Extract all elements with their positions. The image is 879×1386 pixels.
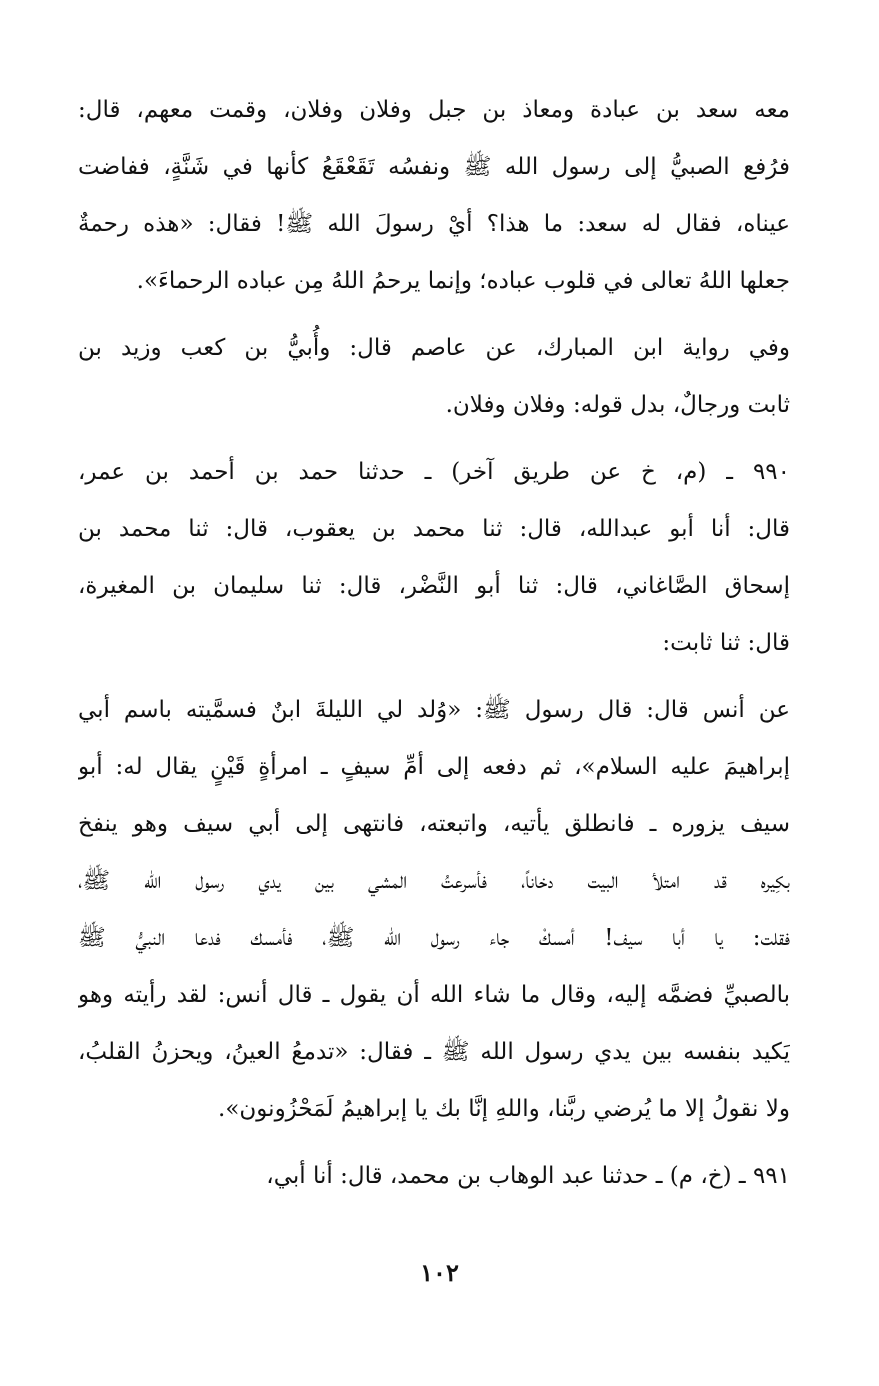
paragraph-hadith-continuation — [78, 82, 790, 310]
text-line: سيف يزوره ـ فانطلق يأتيه، واتبعته، فانتهى إلى أبي سيف وهو ينفخ — [78, 811, 790, 837]
text-line: عن أنس قال: قال رسول ﷺ: «وُلد لي الليلةَ ابنٌ فسمَّيته باسم أبي — [78, 697, 790, 723]
text-line: بالصبيِّ فضمَّه إليه، وقال ما شاء الله أن يقول ـ قال أنس: لقد رأيته وهو — [78, 982, 790, 1008]
text-line: قال: أنا أبو عبدالله، قال: ثنا محمد بن يعقوب، قال: ثنا محمد بن — [78, 516, 790, 542]
text-line: فقلت: يا أبا سيف! أمسكْ جاء رسول الله ﷺ، فأمسك فدعا النبيُّ ﷺ — [78, 925, 790, 951]
paragraph-hadith-991-isnad — [78, 1148, 790, 1205]
text-line: معه سعد بن عبادة ومعاذ بن جبل وفلان وفلان، وقمت معهم، قال: — [78, 97, 790, 123]
text-line: عيناه، فقال له سعد: ما هذا؟ أيْ رسولَ الله ﷺ! فقال: «هذه رحمةٌ — [78, 211, 790, 237]
paragraph-hadith-990-matn — [78, 682, 790, 1138]
page-number: ١٠٢ — [420, 1258, 459, 1287]
text-line: إسحاق الصَّاغاني، قال: ثنا أبو النَّضْر، قال: ثنا سليمان بن المغيرة، — [78, 573, 790, 599]
text-line: قال: ثنا ثابت: — [662, 630, 790, 656]
paragraph-ibn-mubarak-narration — [78, 320, 790, 434]
text-line: جعلها اللهُ تعالى في قلوب عباده؛ وإنما يرحمُ اللهُ مِن عباده الرحماءَ». — [136, 268, 790, 294]
text-line: ثابت ورجالٌ، بدل قوله: وفلان وفلان. — [445, 392, 790, 418]
text-line: يَكيد بنفسه بين يدي رسول الله ﷺ ـ فقال: «تدمعُ العينُ، ويحزنُ القلبُ، — [78, 1039, 790, 1065]
paragraph-hadith-990-isnad — [78, 444, 790, 672]
text-line: وفي رواية ابن المبارك، عن عاصم قال: وأُبيُّ بن كعب وزيد بن — [78, 335, 790, 361]
text-line: إبراهيمَ عليه السلام»، ثم دفعه إلى أمِّ سيفٍ ـ امرأةٍ قَيْنٍ يقال له: أبو — [78, 754, 790, 780]
page-body-text — [78, 82, 790, 1205]
text-line: فرُفع الصبيُّ إلى رسول الله ﷺ ونفسُه تَقَعْقَعُ كأنها في شَنَّةٍ، ففاضت — [78, 154, 790, 180]
text-line: بكِيره قد امتلأ البيت دخاناً، فأسرعتُ المشي بين يدي رسول الله ﷺ، — [78, 868, 790, 894]
text-line: ولا نقولُ إلا ما يُرضي ربَّنا، واللهِ إنَّا بك يا إبراهيمُ لَمَحْزُونون». — [218, 1096, 790, 1122]
text-line: ٩٩٠ ـ (م، خ عن طريق آخر) ـ حدثنا حمد بن أحمد بن عمر، — [78, 459, 790, 485]
text-line: ٩٩١ ـ (خ، م) ـ حدثنا عبد الوهاب بن محمد، قال: أنا أبي، — [266, 1163, 790, 1189]
